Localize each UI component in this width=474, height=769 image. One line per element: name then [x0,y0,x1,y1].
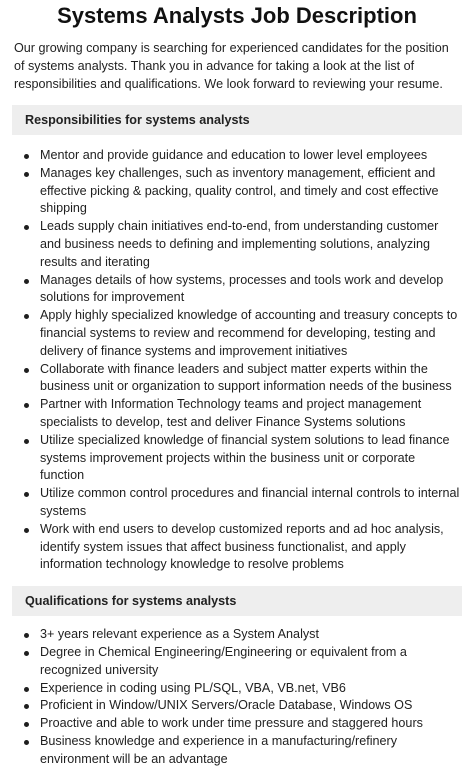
responsibility-item: Manages key challenges, such as inventory management, efficient and effective picking & packing, quality control, and timely and cost effective shipping [12,165,462,218]
intro-paragraph: Our growing company is searching for experienced candidates for the position of systems analysts. Thank you in advance for taking a look at the list of responsibilities and qualifications. We look forward to reviewing your resume. [14,41,449,91]
qualification-item: 3+ years relevant experience as a System Analyst [12,626,462,644]
responsibility-item: Leads supply chain initiatives end-to-end, from understanding customer and business needs to defining and implementing solutions, analyzing results and iterating [12,218,462,271]
responsibility-item: Work with end users to develop customized reports and ad hoc analysis, identify system issues that affect business functionalist, and apply information technology knowledge to resolve problems [12,521,462,574]
page-title: Systems Analysts Job Description [57,3,417,28]
responsibility-item: Apply highly specialized knowledge of accounting and treasury concepts to financial systems to review and recommend for developing, testing and delivery of finance systems and improvement initiatives [12,307,462,360]
responsibilities-header: Responsibilities for systems analysts [12,105,462,135]
responsibility-item: Mentor and provide guidance and education to lower level employees [12,147,462,165]
qualification-item: Experience in coding using PL/SQL, VBA, VB.net, VB6 [12,680,462,698]
responsibility-item: Manages details of how systems, processes and tools work and develop solutions for improvement [12,272,462,308]
qualification-item: Proficient in Window/UNIX Servers/Oracle Database, Windows OS [12,697,462,715]
responsibility-item: Utilize common control procedures and financial internal controls to internal systems [12,485,462,521]
responsibilities-list [12,147,462,574]
qualifications-header: Qualifications for systems analysts [12,586,462,616]
responsibility-item: Partner with Information Technology teams and project management specialists to develop, test and deliver Finance Systems solutions [12,396,462,432]
responsibility-item: Utilize specialized knowledge of financial system solutions to lead finance systems improvement projects within the business unit or corporate function [12,432,462,485]
qualification-item: Degree in Chemical Engineering/Engineering or equivalent from a recognized university [12,644,462,680]
qualification-item: Proactive and able to work under time pressure and staggered hours [12,715,462,733]
responsibility-item: Collaborate with finance leaders and subject matter experts within the business unit or organization to support information needs of the business [12,361,462,397]
qualification-item: Business knowledge and experience in a manufacturing/refinery environment will be an advantage [12,733,462,769]
qualifications-list [12,626,462,768]
